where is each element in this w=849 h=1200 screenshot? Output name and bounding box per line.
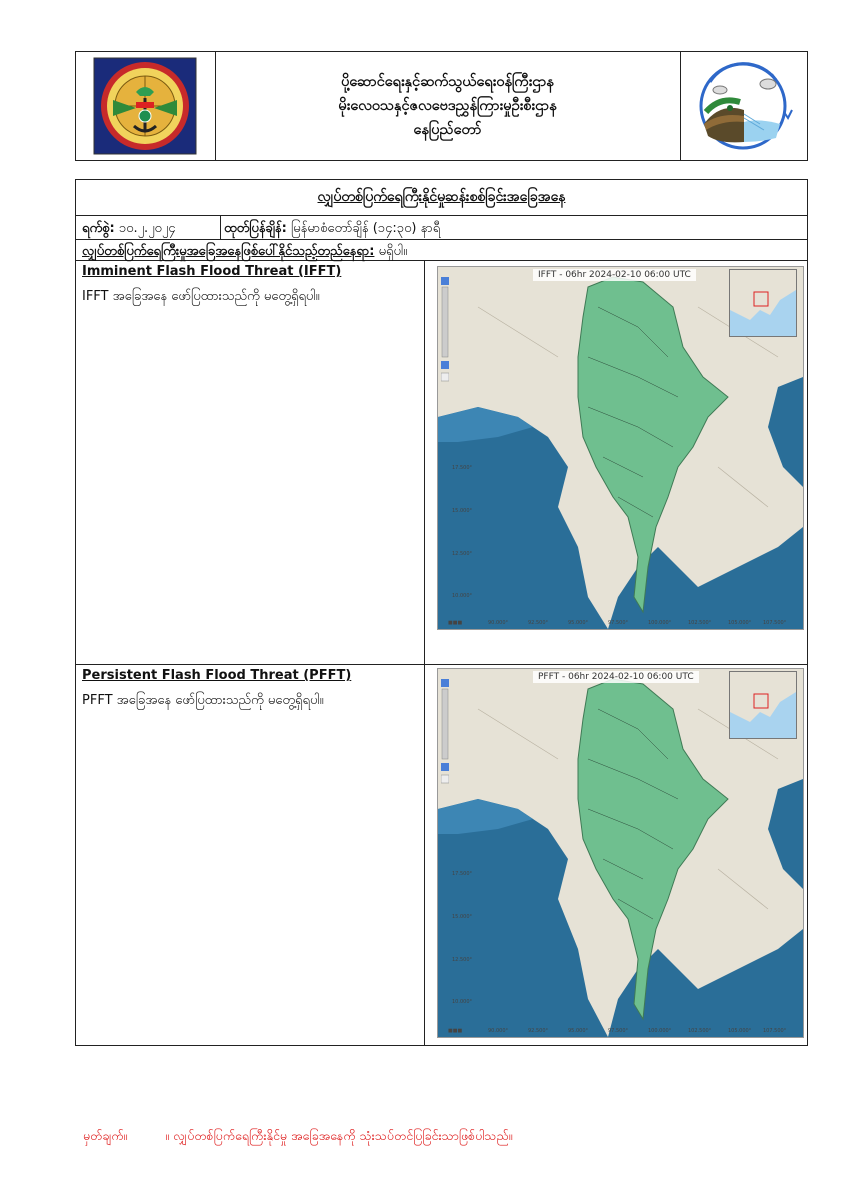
- dmh-logo: [76, 52, 215, 160]
- pfft-lon-tick: 90.000°: [488, 1028, 508, 1034]
- ministry-name: ပို့ဆောင်ရေးနှင့်ဆက်သွယ်ရေးဝန်ကြီးဌာန: [341, 74, 554, 90]
- department-name: မိုးလေဝသနှင့်ဇလဗေဒညွှန်ကြားမှုဦးစီးဌာန: [338, 98, 557, 114]
- pfft-inset-graphic: [730, 672, 796, 738]
- zoom-slider-icon[interactable]: [441, 679, 449, 789]
- issue-time-label: ထုတ်ပြန်ချိန်:: [224, 221, 287, 236]
- ifft-lon-tick: 97.500°: [608, 620, 628, 626]
- ifft-heading: Imminent Flash Flood Threat (IFFT): [82, 264, 342, 279]
- ifft-scale-bar: ■■■: [448, 620, 463, 626]
- zoom-slider-icon[interactable]: [441, 277, 449, 387]
- footer-text: ။ လျှပ်တစ်ပြက်ရေကြီးနိုင်မှု အခြေအနေကို သုံးသပ်တင်ပြခြင်းသာဖြစ်ပါသည်။: [165, 1128, 513, 1143]
- pfft-lon-tick: 95.000°: [568, 1028, 588, 1034]
- pfft-lat-tick: 17.500°: [452, 871, 472, 877]
- pfft-lon-tick: 105.000°: [728, 1028, 752, 1034]
- date-row: [76, 216, 807, 240]
- location-value: မရှိပါ။: [378, 244, 408, 259]
- pfft-lon-tick: 102.500°: [688, 1028, 712, 1034]
- ifft-lon-tick: 90.000°: [488, 620, 508, 626]
- pfft-lat-tick: 10.000°: [452, 999, 472, 1005]
- pfft-inset-map: [729, 671, 797, 739]
- ifft-zoom-control[interactable]: [441, 277, 449, 387]
- pfft-description: PFFT အခြေအနေ ဖော်ပြထားသည်ကို မတွေ့ရှိရပါ။: [82, 693, 324, 708]
- pfft-zoom-control[interactable]: [441, 679, 449, 789]
- ifft-section: [76, 261, 807, 665]
- hydrology-cycle-logo: [680, 52, 807, 160]
- ifft-lon-tick: 92.500°: [528, 620, 548, 626]
- pfft-heading: Persistent Flash Flood Threat (PFFT): [82, 668, 352, 683]
- hydrology-logo-cell: [680, 52, 807, 160]
- location-row: [76, 240, 807, 261]
- pfft-lon-tick: 107.500°: [763, 1028, 787, 1034]
- date-row-divider: [220, 216, 221, 239]
- ifft-map-title: IFFT - 06hr 2024-02-10 06:00 UTC: [533, 269, 696, 281]
- footer-note: [83, 1128, 512, 1147]
- date-label: ရက်စွဲ:: [82, 221, 115, 236]
- ifft-lat-tick: 12.500°: [452, 551, 472, 557]
- pfft-lat-tick: 15.000°: [452, 914, 472, 920]
- header-title-cell: [215, 52, 681, 160]
- pfft-text-cell: [76, 665, 425, 1045]
- ifft-inset-map: [729, 269, 797, 337]
- ifft-lon-tick: 95.000°: [568, 620, 588, 626]
- date-field: [82, 220, 176, 239]
- pfft-lon-tick: 97.500°: [608, 1028, 628, 1034]
- ifft-lon-tick: 100.000°: [648, 620, 672, 626]
- ifft-description: IFFT အခြေအနေ ဖော်ပြထားသည်ကို မတွေ့ရှိရပါ။: [82, 289, 320, 304]
- pfft-lat-tick: 12.500°: [452, 957, 472, 963]
- pfft-section: [76, 665, 807, 1045]
- pfft-map-title: PFFT - 06hr 2024-02-10 06:00 UTC: [533, 671, 699, 683]
- ifft-lat-tick: 17.500°: [452, 465, 472, 471]
- pfft-lon-tick: 92.500°: [528, 1028, 548, 1034]
- pfft-lon-tick: 100.000°: [648, 1028, 672, 1034]
- ifft-text-cell: [76, 261, 425, 664]
- issue-time-field: [224, 220, 440, 239]
- pfft-scale-bar: ■■■: [448, 1028, 463, 1034]
- ifft-lon-tick: 102.500°: [688, 620, 712, 626]
- location-name: နေပြည်တော်: [413, 122, 482, 138]
- header-table: [75, 51, 808, 161]
- ifft-lat-tick: 10.000°: [452, 593, 472, 599]
- pfft-map: [437, 668, 804, 1038]
- issue-time-value: မြန်မာစံတော်ချိန် (၁၄:၃၀) နာရီ: [291, 221, 441, 236]
- flash-flood-status-table: [75, 179, 808, 1046]
- ifft-inset-graphic: [730, 270, 796, 336]
- ifft-lon-tick: 107.500°: [763, 620, 787, 626]
- location-label: လျှပ်တစ်ပြက်ရေကြီးမှုအခြေအနေဖြစ်ပေါ်နိုင်သည့်တည်နေရာ:: [82, 244, 375, 259]
- footer-label: မှတ်ချက်။: [83, 1128, 128, 1143]
- ifft-lat-tick: 15.000°: [452, 508, 472, 514]
- dmh-logo-cell: [76, 52, 216, 160]
- ifft-lon-tick: 105.000°: [728, 620, 752, 626]
- report-title: လျှပ်တစ်ပြက်ရေကြီးနိုင်မှုဆန်းစစ်ခြင်းအခြေအနေ: [76, 180, 807, 216]
- date-value: ၁၀.၂.၂၀၂၄: [118, 221, 176, 236]
- ifft-map: [437, 266, 804, 630]
